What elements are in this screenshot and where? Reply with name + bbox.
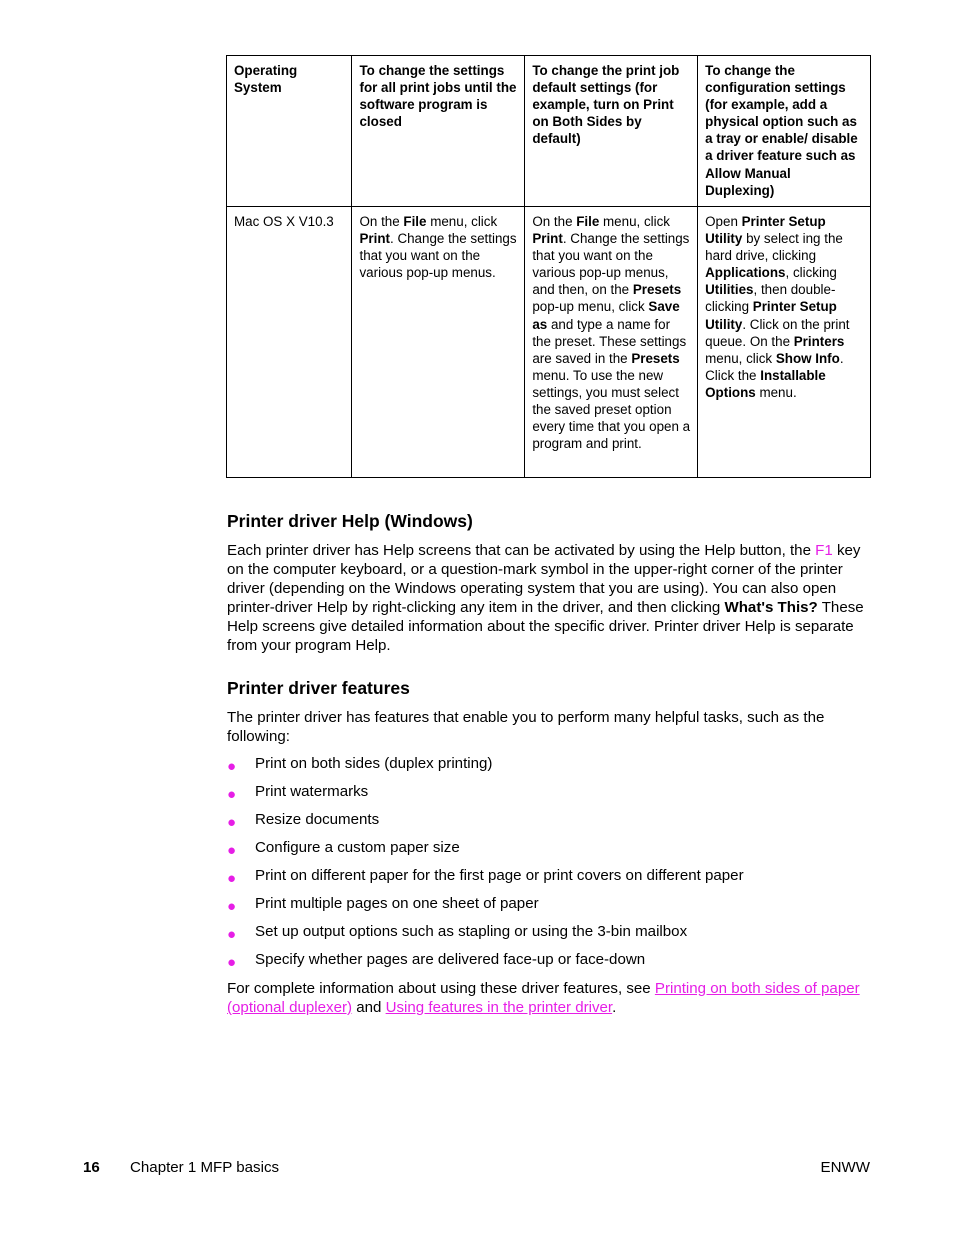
list-item: ● Set up output options such as stapling or using the 3-bin mailbox [227,923,688,943]
bullet-icon: ● [227,954,237,971]
chapter-label: Chapter 1 MFP basics [130,1159,280,1176]
features-intro: The printer driver has features that enable you to perform many helpful tasks, such as the following: [227,709,825,745]
bullet-icon: ● [227,758,237,775]
bullet-icon: ● [227,842,237,859]
driver-features-link[interactable]: Using features in the printer driver [385,999,613,1016]
table-header-cell: To change the settings for all print jobs until the software program is closed [352,56,525,207]
table-cell-configuration: Open Printer Setup Utility by select ing the hard drive, clicking Applications, clicking Utilities, then double-clicking Printer Setup Utility. Click on the print queue. On the Printers menu, click Show Info. Click the Installable Options menu. [698,207,871,478]
bullet-icon: ● [227,926,237,943]
list-item: ● Specify whether pages are delivered face-up or face-down [227,951,646,971]
bullet-icon: ● [227,814,237,831]
feature-list [227,754,744,978]
section-title-help: Printer driver Help (Windows) [227,511,473,531]
closing-paragraph: For complete information about using these driver features, see Printing on both sides of paper (optional duplexer) and Using features in the printer driver. [227,980,860,1016]
os-settings-table [226,55,871,478]
duplex-link[interactable]: Printing on both sides of paper (optional duplexer) [227,980,860,1016]
list-item: ● Configure a custom paper size [227,839,460,859]
list-item: ● Print on both sides (duplex printing) [227,755,493,775]
table-header-row [227,56,871,207]
edition-label: ENWW [820,1159,870,1176]
table-header-cell: Operating System [227,56,352,207]
list-item: ● Print watermarks [227,783,369,803]
table-cell-default-settings: On the File menu, click Print. Change the settings that you want on the various pop-up menus, and then, on the Presets pop-up menu, click Save as and type a name for the preset. These settings are saved in the Presets menu. To use the new settings, you must select the saved preset option every time that you open a program and print. [525,207,698,478]
table-row [227,207,871,478]
bullet-icon: ● [227,870,237,887]
page-number: 16 [83,1159,100,1176]
f1-link[interactable]: F1 [815,542,833,559]
list-item: ● Print on different paper for the first page or print covers on different paper [227,867,744,887]
bullet-icon: ● [227,898,237,915]
list-item: ● Resize documents [227,811,380,831]
table-header-cell: To change the configuration settings (for example, add a physical option such as a tray or enable/ disable a driver feature such as Allow Manual Duplexing) [698,56,871,207]
help-paragraph: Each printer driver has Help screens that can be activated by using the Help button, the F1 key on the computer keyboard, or a question-mark symbol in the upper-right corner of the printer driver (depending on the Windows operating system that you are using). You can also open printer-driver Help by right-clicking any item in the driver, and then clicking What's This? These Help screens give detailed information about the specific driver. Printer driver Help is separate from your program Help. [227,542,864,654]
bullet-icon: ● [227,786,237,803]
section-title-features: Printer driver features [227,678,410,698]
list-item: ● Print multiple pages on one sheet of paper [227,895,539,915]
table-cell-os: Mac OS X V10.3 [227,207,352,478]
table-header-cell: To change the print job default settings (for example, turn on Print on Both Sides by default) [525,56,698,207]
table-cell-print-jobs: On the File menu, click Print. Change the settings that you want on the various pop-up menus. [352,207,525,478]
